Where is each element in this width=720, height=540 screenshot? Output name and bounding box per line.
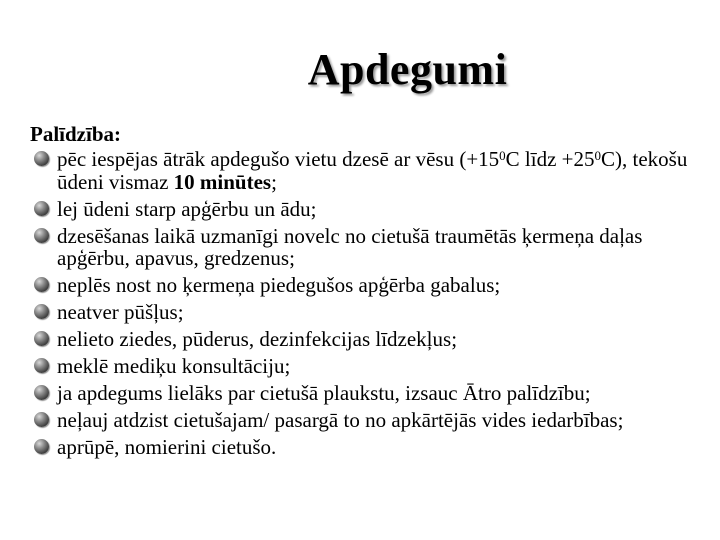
list-item bbox=[30, 301, 702, 324]
bullet-icon bbox=[34, 412, 49, 427]
superscript: 0 bbox=[499, 148, 506, 163]
item-text: neatver pūšļus; bbox=[57, 300, 184, 324]
list-item bbox=[30, 198, 702, 221]
bullet-icon bbox=[34, 304, 49, 319]
item-text: meklē mediķu konsultāciju; bbox=[57, 354, 291, 378]
item-text-part: C līdz +25 bbox=[505, 147, 595, 171]
bullet-icon bbox=[34, 277, 49, 292]
item-text: ja apdegums lielāks par cietušā plaukstu, izsauc Ātro palīdzību; bbox=[57, 381, 591, 405]
item-text: dzesēšanas laikā uzmanīgi novelc no cietušā traumētās ķermeņa daļas apģērbu, apavus, gredzenus; bbox=[57, 223, 643, 270]
item-text: aprūpē, nomierini cietušo. bbox=[57, 435, 277, 459]
list-item bbox=[30, 436, 702, 459]
superscript: 0 bbox=[594, 148, 602, 163]
bullet-icon bbox=[34, 439, 49, 454]
item-text: lej ūdeni starp apģērbu un ādu; bbox=[57, 196, 317, 221]
item-text-part: ; bbox=[271, 169, 277, 194]
item-text-part: C), tekošu ūdeni vismaz bbox=[57, 147, 688, 194]
list-item bbox=[30, 355, 702, 378]
item-text: neļauj atdzist cietušajam/ pasargā to no apkārtējās vides iedarbības; bbox=[57, 408, 624, 432]
list-item bbox=[30, 225, 702, 270]
item-text: nelieto ziedes, pūderus, dezinfekcijas līdzekļus; bbox=[57, 327, 458, 351]
list-item bbox=[30, 148, 702, 193]
bullet-icon bbox=[34, 331, 49, 346]
list-item bbox=[30, 409, 702, 432]
item-text-part: pēc iespējas ātrāk apdegušo vietu dzesē ar vēsu (+15 bbox=[57, 147, 500, 171]
bullet-icon bbox=[34, 228, 49, 243]
bullet-icon bbox=[34, 385, 49, 400]
list-item bbox=[30, 274, 702, 297]
emphasis-text: 10 minūtes bbox=[173, 169, 272, 194]
bullet-icon bbox=[34, 201, 49, 216]
slide-title: Apdegumi bbox=[307, 45, 508, 94]
item-text: neplēs nost no ķermeņa piedegušos apģērba gabalus; bbox=[57, 273, 501, 297]
slide-content bbox=[30, 122, 702, 463]
bullet-icon bbox=[34, 151, 49, 166]
section-heading: Palīdzība: bbox=[30, 122, 122, 146]
bullet-icon bbox=[34, 358, 49, 373]
list-item bbox=[30, 382, 702, 405]
list-item bbox=[30, 328, 702, 351]
first-aid-list bbox=[30, 148, 702, 459]
